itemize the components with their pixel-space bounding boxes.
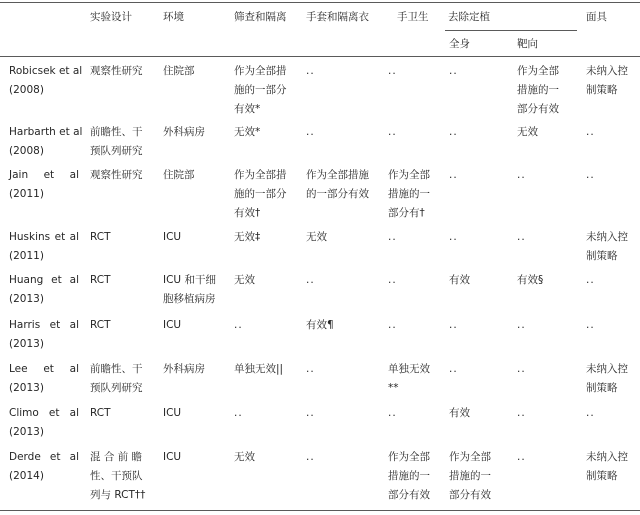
cell-setting: ICU xyxy=(163,407,182,419)
decolonization-underline xyxy=(445,30,577,31)
cell-whole: 部分有效 xyxy=(449,489,491,501)
cell-screening: 无效* xyxy=(234,126,261,138)
cell-targeted: 有效§ xyxy=(517,274,544,286)
cell-targeted: 无效 xyxy=(517,126,538,138)
cell-screening: 无效 xyxy=(234,274,255,286)
cell-screening: 作为全部措 xyxy=(234,169,287,181)
cell-hand: 单独无效 xyxy=(388,363,430,375)
cell-study: Jain et al xyxy=(9,169,79,181)
cell-screening: 施的一部分 xyxy=(234,188,287,200)
cell-study: Huang et al xyxy=(9,274,79,286)
cell-study: (2011) xyxy=(9,188,44,200)
cell-gloves: 无效 xyxy=(306,231,327,243)
cell-setting: 外科病房 xyxy=(163,126,205,138)
cell-mask: 制策略 xyxy=(586,470,618,482)
cell-study: Harris et al xyxy=(9,319,79,331)
cell-design: RCT xyxy=(90,319,111,331)
cell-targeted: .. xyxy=(517,451,526,463)
cell-study: Robicsek et al xyxy=(9,65,83,77)
cell-hand: 措施的一 xyxy=(388,470,430,482)
header-decolonization: 去除定植 xyxy=(448,11,490,23)
header-mask: 面具 xyxy=(586,11,607,23)
cell-gloves: 作为全部措施 xyxy=(306,169,369,181)
header-gloves: 手套和隔离衣 xyxy=(306,11,369,23)
cell-gloves: .. xyxy=(306,274,315,286)
cell-mask: 制策略 xyxy=(586,382,618,394)
cell-targeted: .. xyxy=(517,363,526,375)
cell-design: 观察性研究 xyxy=(90,169,143,181)
cell-study: (2013) xyxy=(9,338,44,350)
cell-setting: 外科病房 xyxy=(163,363,205,375)
cell-setting: ICU xyxy=(163,231,182,243)
cell-design: 前瞻性、干 xyxy=(90,363,143,375)
cell-whole: 有效 xyxy=(449,407,470,419)
cell-study: (2008) xyxy=(9,84,44,96)
cell-hand: .. xyxy=(388,126,397,138)
cell-hand: 部分有效 xyxy=(388,489,430,501)
cell-mask: 制策略 xyxy=(586,250,618,262)
header-bottom-rule xyxy=(0,56,640,57)
cell-mask: .. xyxy=(586,274,595,286)
cell-study: (2011) xyxy=(9,250,44,262)
cell-mask: 制策略 xyxy=(586,84,618,96)
cell-design: 前瞻性、干 xyxy=(90,126,143,138)
cell-hand: .. xyxy=(388,231,397,243)
cell-setting: ICU 和干细 xyxy=(163,274,216,286)
bottom-rule xyxy=(0,510,640,511)
cell-design: 混 合 前 瞻 xyxy=(90,451,143,463)
cell-design: 观察性研究 xyxy=(90,65,143,77)
cell-mask: 未纳入控 xyxy=(586,231,628,243)
cell-hand: .. xyxy=(388,65,397,77)
cell-screening: 施的一部分 xyxy=(234,84,287,96)
cell-hand: 措施的一 xyxy=(388,188,430,200)
cell-study: (2013) xyxy=(9,426,44,438)
cell-study: (2013) xyxy=(9,382,44,394)
cell-design: 性、干预队 xyxy=(90,470,143,482)
header-design: 实验设计 xyxy=(90,11,132,23)
cell-design: 列与 RCT†† xyxy=(90,489,146,501)
cell-mask: 未纳入控 xyxy=(586,65,628,77)
cell-design: RCT xyxy=(90,231,111,243)
cell-setting: 胞移植病房 xyxy=(163,293,216,305)
cell-mask: 未纳入控 xyxy=(586,363,628,375)
cell-gloves: .. xyxy=(306,363,315,375)
cell-hand: 作为全部 xyxy=(388,451,430,463)
cell-hand: ** xyxy=(388,382,399,394)
cell-screening: 有效† xyxy=(234,207,261,219)
cell-design: RCT xyxy=(90,407,111,419)
cell-screening: 无效 xyxy=(234,451,255,463)
cell-screening: .. xyxy=(234,319,243,331)
cell-screening: .. xyxy=(234,407,243,419)
cell-study: (2014) xyxy=(9,470,44,482)
cell-hand: 部分有† xyxy=(388,207,425,219)
cell-screening: 作为全部措 xyxy=(234,65,287,77)
cell-targeted: 作为全部 xyxy=(517,65,559,77)
cell-whole: 作为全部 xyxy=(449,451,491,463)
cell-setting: ICU xyxy=(163,451,182,463)
cell-study: Climo et al xyxy=(9,407,79,419)
header-setting: 环境 xyxy=(163,11,184,23)
cell-study: Huskins et al xyxy=(9,231,79,243)
cell-targeted: .. xyxy=(517,407,526,419)
cell-gloves: .. xyxy=(306,65,315,77)
cell-hand: .. xyxy=(388,274,397,286)
cell-design: RCT xyxy=(90,274,111,286)
cell-setting: 住院部 xyxy=(163,169,195,181)
cell-hand: 作为全部 xyxy=(388,169,430,181)
cell-whole: 有效 xyxy=(449,274,470,286)
cell-hand: .. xyxy=(388,319,397,331)
header-targeted: 靶向 xyxy=(517,38,538,50)
cell-study: (2013) xyxy=(9,293,44,305)
cell-gloves: 的一部分有效 xyxy=(306,188,369,200)
cell-gloves: .. xyxy=(306,407,315,419)
cell-screening: 单独无效|| xyxy=(234,363,284,375)
cell-whole: .. xyxy=(449,231,458,243)
header-whole-body: 全身 xyxy=(449,38,470,50)
cell-targeted: .. xyxy=(517,319,526,331)
cell-mask: .. xyxy=(586,319,595,331)
cell-study: Harbarth et al xyxy=(9,126,83,138)
cell-targeted: .. xyxy=(517,231,526,243)
cell-whole: .. xyxy=(449,319,458,331)
cell-study: Derde et al xyxy=(9,451,79,463)
cell-design: 预队列研究 xyxy=(90,145,143,157)
cell-mask: .. xyxy=(586,407,595,419)
cell-gloves: .. xyxy=(306,126,315,138)
cell-study: (2008) xyxy=(9,145,44,157)
cell-whole: .. xyxy=(449,363,458,375)
cell-targeted: .. xyxy=(517,169,526,181)
cell-screening: 无效‡ xyxy=(234,231,261,243)
cell-whole: .. xyxy=(449,126,458,138)
cell-hand: .. xyxy=(388,407,397,419)
cell-gloves: 有效¶ xyxy=(306,319,334,331)
header-hand-hygiene: 手卫生 xyxy=(397,11,429,23)
cell-mask: 未纳入控 xyxy=(586,451,628,463)
cell-whole: 措施的一 xyxy=(449,470,491,482)
cell-design: 预队列研究 xyxy=(90,382,143,394)
cell-targeted: 措施的一 xyxy=(517,84,559,96)
cell-setting: 住院部 xyxy=(163,65,195,77)
cell-whole: .. xyxy=(449,65,458,77)
top-rule xyxy=(0,2,640,3)
cell-screening: 有效* xyxy=(234,103,261,115)
cell-targeted: 部分有效 xyxy=(517,103,559,115)
cell-whole: .. xyxy=(449,169,458,181)
cell-gloves: .. xyxy=(306,451,315,463)
cell-mask: .. xyxy=(586,126,595,138)
header-screening: 筛查和隔离 xyxy=(234,11,287,23)
cell-setting: ICU xyxy=(163,319,182,331)
cell-study: Lee et al xyxy=(9,363,79,375)
cell-mask: .. xyxy=(586,169,595,181)
